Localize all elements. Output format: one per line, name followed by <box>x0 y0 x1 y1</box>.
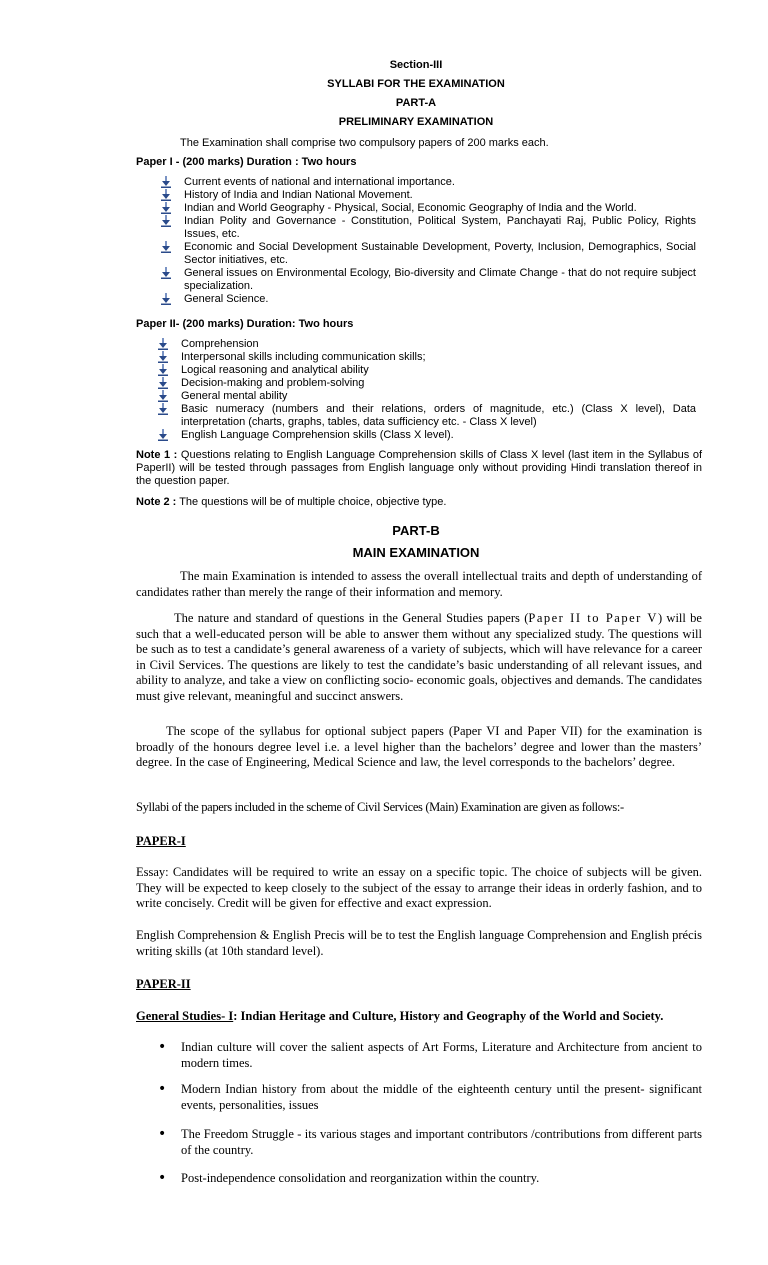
gs1-heading <box>136 1009 702 1025</box>
list-item: General mental ability <box>181 390 696 403</box>
arrow-bullet-icon <box>157 364 169 376</box>
gs1-label: General Studies- I <box>136 1009 234 1023</box>
main-exam-para-3: The scope of the syllabus for optional subject papers (Paper VI and Paper VII) for the examination is broadly of the honours degree level i.e. a level higher than the bachelors’ degree and lower than the masters’ degree. In the case of Engineering, Medical Science and law, the level corresponds to the bachelors’ degree. <box>136 724 702 769</box>
bullet-dot-icon: • <box>158 1126 167 1142</box>
arrow-bullet-icon <box>160 267 172 279</box>
list-item: General issues on Environmental Ecology, Bio-diversity and Climate Change - that do not require subject specialization. <box>184 267 696 293</box>
list-item: Current events of national and international importance. <box>184 176 696 189</box>
intro-text: The Examination shall comprise two compulsory papers of 200 marks each. <box>180 137 549 149</box>
bullet-dot-icon: • <box>158 1039 167 1055</box>
note-1-label: Note 1 : <box>136 449 178 461</box>
preliminary-title: PRELIMINARY EXAMINATION <box>338 116 494 128</box>
list-item: General Science. <box>184 293 696 306</box>
paper2-heading: Paper II- (200 marks) Duration: Two hours <box>136 318 354 330</box>
note-1 <box>136 449 702 488</box>
arrow-bullet-icon <box>160 176 172 188</box>
arrow-bullet-icon <box>157 403 169 415</box>
document-title: SYLLABI FOR THE EXAMINATION <box>327 78 505 90</box>
arrow-bullet-icon <box>160 293 172 305</box>
list-item: History of India and Indian National Movement. <box>184 189 696 202</box>
note-1-text: Questions relating to English Language Comprehension skills of Class X level (last item in the Syllabus of PaperII) will be tested through passages from English language only without providing Hindi translation thereof in the question paper. <box>136 449 703 487</box>
paper1-heading: Paper I - (200 marks) Duration : Two hours <box>136 156 357 168</box>
list-item: Comprehension <box>181 338 696 351</box>
part-a-label: PART-A <box>395 97 437 109</box>
bullet-dot-icon: • <box>158 1170 167 1186</box>
main-exam-title: MAIN EXAMINATION <box>352 545 480 560</box>
part-b-label: PART-B <box>392 523 440 538</box>
main-exam-para-1: The main Examination is intended to assess the overall intellectual traits and depth of understanding of candidates rather than merely the range of their information and memory. <box>136 569 702 599</box>
main-exam-para-4: Syllabi of the papers included in the scheme of Civil Services (Main) Examination are given as follows:- <box>136 800 624 814</box>
paper2-list <box>181 338 696 442</box>
paper-ii-heading: PAPER-II <box>136 977 191 991</box>
note-2-label: Note 2 : <box>136 496 177 508</box>
arrow-bullet-icon <box>160 215 172 227</box>
list-item: Interpersonal skills including communication skills; <box>181 351 696 364</box>
papers-range: Paper II to Paper V <box>528 611 658 625</box>
list-item: Modern Indian history from about the middle of the eighteenth century until the present- significant events, personalities, issues <box>181 1082 702 1112</box>
arrow-bullet-icon <box>157 377 169 389</box>
bullet-dot-icon: • <box>158 1081 167 1097</box>
list-item: Logical reasoning and analytical ability <box>181 364 696 377</box>
list-item: Basic numeracy (numbers and their relations, orders of magnitude, etc.) (Class X level), Data interpretation (charts, graphs, tables, data sufficiency etc. - Class X level) <box>181 403 696 429</box>
main-exam-para-2: The nature and standard of questions in the General Studies papers (Paper II to Paper V) will be such that a well-educated person will be able to answer them without any specialized study. The questions will be such as to test a candidate’s general awareness of a variety of subjects, which will have relevance for a career in Civil Services. The questions are likely to test the candidate’s basic understanding of all relevant issues, and ability to analyze, and take a view on conflicting socio- economic goals, objectives and demands. The candidates must give relevant, meaningful and succinct answers. <box>136 611 702 703</box>
paper-i-heading: PAPER-I <box>136 834 186 848</box>
arrow-bullet-icon <box>160 189 172 201</box>
arrow-bullet-icon <box>157 351 169 363</box>
essay-text: Essay: Candidates will be required to write an essay on a specific topic. The choice of subjects will be given. They will be expected to keep closely to the subject of the essay to arrange their ideas in orderly fashion, and to write concisely. Credit will be given for effective and exact expression. <box>136 865 702 910</box>
arrow-bullet-icon <box>157 390 169 402</box>
list-item: English Language Comprehension skills (Class X level). <box>181 429 696 442</box>
section-label: Section-III <box>389 59 443 71</box>
arrow-bullet-icon <box>160 241 172 253</box>
note-2-text: The questions will be of multiple choice, objective type. <box>176 496 447 508</box>
list-item: Indian culture will cover the salient aspects of Art Forms, Literature and Architecture from ancient to modern times. <box>181 1040 702 1070</box>
arrow-bullet-icon <box>157 338 169 350</box>
arrow-bullet-icon <box>157 429 169 441</box>
list-item: Post-independence consolidation and reorganization within the country. <box>181 1171 540 1185</box>
arrow-bullet-icon <box>160 202 172 214</box>
note-2 <box>136 496 702 509</box>
list-item: Indian and World Geography - Physical, Social, Economic Geography of India and the World. <box>184 202 696 215</box>
list-item: Economic and Social Development Sustainable Development, Poverty, Inclusion, Demographics, Social Sector initiatives, etc. <box>184 241 696 267</box>
list-item: Indian Polity and Governance - Constitution, Political System, Panchayati Raj, Public Policy, Rights Issues, etc. <box>184 215 696 241</box>
gs1-title: : Indian Heritage and Culture, History and Geography of the World and Society. <box>233 1009 664 1023</box>
paper1-list <box>184 176 696 306</box>
english-text: English Comprehension & English Precis will be to test the English language Comprehension and English précis writing skills (at 10th standard level). <box>136 928 702 958</box>
list-item: Decision-making and problem-solving <box>181 377 696 390</box>
list-item: The Freedom Struggle - its various stages and important contributors /contributions from different parts of the country. <box>181 1127 702 1157</box>
